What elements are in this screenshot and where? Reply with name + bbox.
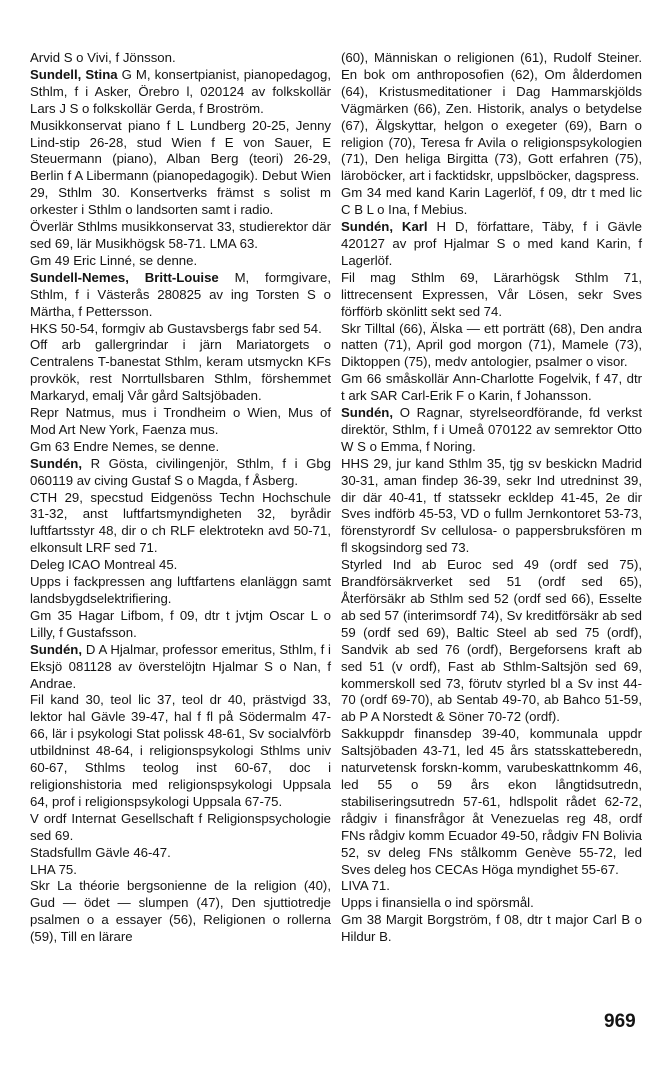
entry-paragraph [30,811,331,845]
entry-paragraph [30,439,331,456]
entry-paragraph [341,185,642,219]
entry-text: Gm 38 Margit Borgström, f 08, dtr t major Carl B o Hildur B. [341,912,642,945]
entry-text: Upps i finansiella o ind spörsmål. [341,895,534,911]
entry-paragraph [341,456,642,557]
entry-headword: Sundén, [341,405,394,421]
entry-paragraph [341,50,642,185]
entry-paragraph [30,557,331,574]
entry-text: Stadsfullm Gävle 46-47. [30,844,171,860]
entry-headword: Sundén, [30,455,83,471]
entry-paragraph [341,895,642,912]
entry-text: CTH 29, specstud Eidgenöss Techn Hochschule 31-32, anst luftfartsmyndigheten 32, byrådir luftfartsstyr 48, dir o ch RLF elektrotekn avd 50-71, elkonsult LRF sed 71. [30,489,331,556]
entry-paragraph [30,118,331,219]
entry-paragraph [341,912,642,946]
entry-paragraph [30,608,331,642]
biography-entry-start [30,270,331,321]
entry-paragraph [30,490,331,558]
entry-text: Sakkuppdr finansdep 39-40, kommunala uppdr Saltsjöbaden 43-71, led 45 års statsskatteberedn, naturvetensk forskn-komm, varubeskattnkomm 46, led 55 o 59 års ekon långtidsutredn, stabiliseringsutredn 57-61, hdlspolit rådet 62-72, rådgiv i finansfrågor åt Venezuelas reg 48, ordf FNs rådgiv komm Ecuador 49-50, rådgiv FN Bolivia 52, sv deleg FNs stålkomm Genève 55-72, led Sves deleg hos CECAs Höga myndighet 55-67. [341,726,642,877]
entry-text: R Gösta, civilingenjör, Sthlm, f i Gbg 060119 av civing Gustaf S o Magda, f Åsberg. [30,455,331,488]
entry-text: (60), Människan o religionen (61), Rudolf Steiner. En bok om anthroposofien (62), Om ålderdomen (64), Kristusmeditationer i Dag Hammarskjölds Vägmärken (66), Zen. Historik, analys o betydelse (67), Älgskyttar, helgon o exegeter (69), Barn o religion (70), Teresa fr Avila o religionspsykologien (71), Den heliga Birgitta (73), Gott erfahren (75), läroböcker, art i facktidskr, uppslböcker, dagspress. [341,50,642,184]
entry-paragraph [341,557,642,726]
entry-text: Musikkonservat piano f L Lundberg 20-25, Jenny Lind-stip 26-28, stud Wien f E von Sauer, E Steuermann (piano), Alban Berg (teori) 26-29, Berlin f A Libermann (pianopedagogik). Debut Wien 29, Sthlm 30. Konsertverks främst s solist m orkester i Sthlm o landsorten samt i radio. [30,117,331,218]
entry-text: O Ragnar, styrelseordförande, fd verkst direktör, Sthlm, f i Umeå 070122 av semrektor Otto W S o Emma, f Noring. [341,405,642,454]
entry-text: G M, konsertpianist, pianopedagog, Sthlm, f i Asker, Örebro l, 020124 av folkskollär Lars J S o folkskollär Gerda, f Broström. [30,66,331,116]
entry-text: Repr Natmus, mus i Trondheim o Wien, Mus of Mod Art New York, Faenza mus. [30,405,331,437]
biography-entry-start [341,219,642,270]
entry-paragraph [341,270,642,321]
entry-text: Fil kand 30, teol lic 37, teol dr 40, prästvigd 33, lektor hal Gävle 39-47, hal f fl på Södermalm 47-66, lär i psykologi Stat polissk 48-61, Sv socialvförb utbildninst 48-64, i religionspsykologi Sthlms univ 60-67, Sthlms teolog inst 60-67, doc i religionshistoria med religionspsykologi Uppsala 64, prof i religionspsykologi Uppsala 67-75. [30,692,331,809]
biography-entry-start [30,67,331,118]
entry-text: HHS 29, jur kand Sthlm 35, tjg sv beskickn Madrid 30-31, aman findep 36-39, sekr Ind utredninst 39, dir där 40-41, tf statssekr eckldep 41-45, 2e dir Sves indförb 45-53, VD o fullm Jernkontoret 53-73, förenstyrordf Sv cellulosa- o pappersbruksfören m fl skogsindorg sed 73. [341,455,642,556]
page-number: 969 [604,1011,636,1032]
entry-text: Gm 35 Hagar Lifbom, f 09, dtr t jvtjm Oscar L o Lilly, f Gustafsson. [30,607,331,640]
entry-paragraph [341,371,642,405]
entry-text: Fil mag Sthlm 69, Lärarhögsk Sthlm 71, littrecensent Expressen, Vår Lösen, sekr Sves förfförb skönlitt sekt sed 74. [341,269,642,319]
entry-headword: Sundell, Stina [30,66,118,82]
right-column [341,50,642,946]
entry-paragraph [30,219,331,253]
entry-paragraph [30,692,331,810]
entry-paragraph [30,405,331,439]
entry-paragraph [341,321,642,372]
entry-text: HKS 50-54, formgiv ab Gustavsbergs fabr sed 54. [30,320,322,336]
entry-text: V ordf Internat Gesellschaft f Religionspsychologie sed 69. [30,810,331,843]
entry-text: Gm 66 småskollär Ann-Charlotte Fogelvik, f 47, dtr t ark SAR Carl-Erik F o Karin, f Johansson. [341,371,642,404]
entry-text: Gm 63 Endre Nemes, se denne. [30,438,220,454]
entry-text: M, formgivare, Sthlm, f i Västerås 280825 av ing Torsten S o Märtha, f Pettersson. [30,269,331,319]
entry-headword: Sundell-Nemes, Britt-Louise [30,269,219,285]
entry-text: Skr Tilltal (66), Älska — ett porträtt (68), Den andra natten (71), April god morgon (71), Mamele (73), Diktoppen (75), medv antologier, psalmer o visor. [341,320,642,370]
entry-text: Skr La théorie bergsonienne de la religion (40), Gud — ödet — slumpen (47), Den sjuttiotredje psalmen o a essayer (56), Religionen o rollerna (59), Till en lärare [30,878,331,945]
entry-text: H D, författare, Täby, f i Gävle 420127 av prof Hjalmar S o med kand Karin, f Lagerlöf. [341,219,642,268]
entry-text: Deleg ICAO Montreal 45. [30,557,178,573]
entry-paragraph [30,845,331,862]
biography-entry-start [30,456,331,490]
entry-headword: Sundén, [30,641,83,657]
left-column [30,50,331,946]
entry-text: LIVA 71. [341,878,390,894]
entry-paragraph [30,337,331,405]
entry-paragraph [30,253,331,270]
entry-text: Gm 49 Eric Linné, se denne. [30,252,198,268]
entry-text: Arvid S o Vivi, f Jönsson. [30,50,176,65]
entry-text: Off arb gallergrindar i järn Mariatorgets o Centralens T-banestat Sthlm, keram utsmyckn KFs provkök, rest Norrtullsbaren Sthlm, förshemmet Markaryd, emalj Vår gård Saltsjöbaden. [30,337,331,404]
entry-paragraph [30,878,331,946]
entry-text: Styrled Ind ab Euroc sed 49 (ordf sed 75), Brandförsäkrverket sed 51 (ordf sed 65), Återförsäkr ab Sthlm sed 52 (ordf sed 66), Esselte ab sed 57 (interimsordf 74), Sv kreditförsäkr ab sed 59 (ordf sed 69), Baltic Steel ab sed 75 (ordf), Sandvik ab sed 76 (ordf), Bergeforsens kraft ab sed 51 (v ordf), Fast ab Sthlm-Saltsjön sed 69, kommerskoll sed 73, förutv styrled bl a Sv inst 44-70 (ordf 69-70), ab Sentab 49-70, ab Bahco 51-59, ab P A Norstedt & Söner 70-72 (ordf). [341,557,642,725]
entry-paragraph [30,50,331,67]
entry-text: Gm 34 med kand Karin Lagerlöf, f 09, dtr t med lic C B L o Ina, f Mebius. [341,185,642,218]
entry-paragraph [30,862,331,879]
entry-paragraph [341,878,642,895]
entry-text: Överlär Sthlms musikkonservat 33, studierektor där sed 69, lär Musikhögsk 58-71. LMA 63. [30,219,331,251]
entry-paragraph [341,726,642,878]
entry-paragraph [30,574,331,608]
entry-paragraph [30,321,331,338]
biography-entry-start [341,405,642,456]
entry-text: D A Hjalmar, professor emeritus, Sthlm, f i Eksjö 081128 av överstelöjtn Hjalmar S o Nan, f Andrae. [30,641,331,691]
entry-headword: Sundén, Karl [341,219,428,235]
entry-text: Upps i fackpressen ang luftfartens elanläggn samt landsbygdselektrifiering. [30,574,331,606]
entry-text: LHA 75. [30,861,77,877]
biography-entry-start [30,642,331,693]
